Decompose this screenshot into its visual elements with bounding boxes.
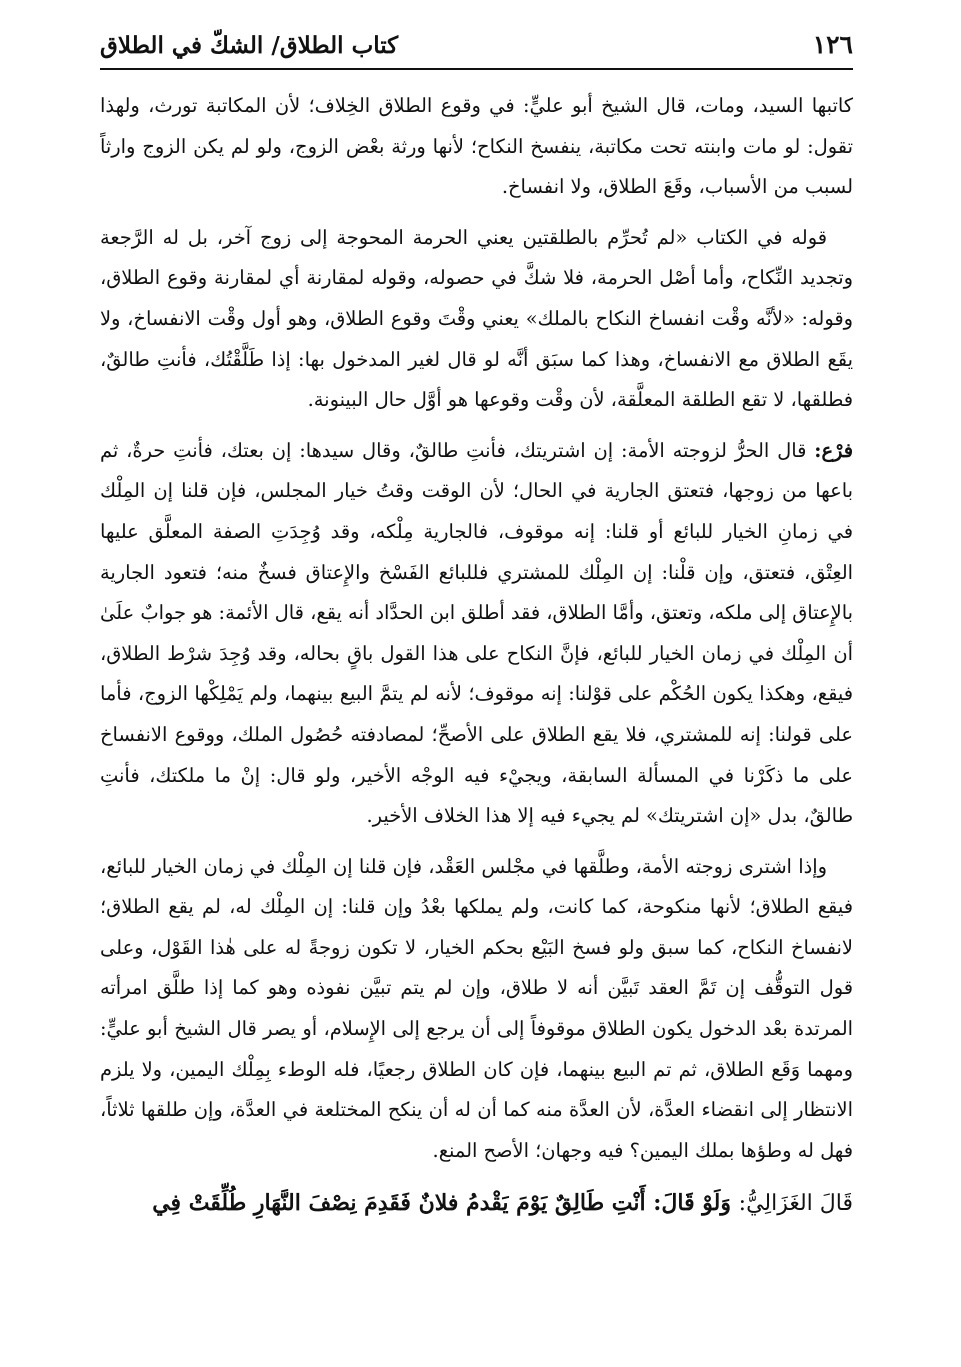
paragraph-1 — [100, 86, 853, 208]
running-header — [100, 30, 853, 70]
running-title: كتاب الطلاق/ الشكّ في الطلاق — [100, 32, 399, 60]
paragraph-text: قال الحرُّ لزوجته الأمة: إن اشتريتك، فأنتِ طالقٌ، وقال سيدها: إن بعتك، فأنتِ حرةٌ، ثم باعها من زوجها، فتعتق الجارية في الحال؛ لأن الوقت وقتُ خيار المجلس، فإن قلنا إن المِلْك في زمانِ الخيار للبائع أو قلنا: إنه موقوف، فالجارية مِلْكه، وقد وُجِدَتِ الصفة المعلَّق عليها العِتْق، فتعتق، وإن قلْنا: إن المِلْك للمشتري فللبائع الفَسْخ والإِعتاق فسخٌ منه؛ فتعود الجارية بالإِعتاق إلى ملكه، وتعتق، وأمَّا الطلاق، فقد أطلق ابن الحدَّاد أنه يقع، قال الأئمة: هو جوابٌ علَىٰ أن المِلْك في زمان الخيار للبائع، فإنَّ النكاح على هذا القول باقٍ بحاله، وقد وُجِدَ شرْط الطلاق، فيقع، وهكذا يكون الحُكْم على قوْلنا: إنه موقوف؛ لأنه لم يتمَّ البيع بينهما، ولم يَمْلِكْها الزوج، فأما على قولنا: إنه للمشتري، فلا يقع الطلاق على الأصحِّ؛ لمصادفته حُصُول الملك، ووقوع الانفساخ على ما ذكَرْنا في المسألة السابقة، ويجيْء فيه الوجْه الأخير، ولو قال: إنْ ما ملكتك، فأنتِ طالقٌ، بدل «إن اشتريتك» لم يجيء فيه إلا هذا الخلاف الأخير. — [100, 438, 853, 828]
quote-text: وَلَوْ قَالَ: أَنْتِ طَالِقٌ يَوْمَ يَقْدمُ فلانٌ فَقَدِمَ نِصْفَ النَّهَارِ طُلِّقَتْ فِي — [152, 1190, 731, 1217]
page-number: ١٢٦ — [812, 30, 853, 59]
quote-speaker: قَالَ الغَزَالِيُّ: — [738, 1191, 853, 1217]
paragraph-4 — [100, 847, 853, 1172]
matn-quote — [100, 1181, 853, 1226]
paragraph-3 — [100, 431, 853, 837]
paragraph-text: وإذا اشترى زوجته الأمة، وطلَّقها في مجْلس العَقْد، فإن قلنا إن المِلْك في زمان الخيار للبائع، فيقع الطلاق؛ لأنها منكوحة، كما كانت، ولم يملكها بعْدُ وإن قلنا: إن المِلْك له، لم يقع الطلاق؛ لانفساخ النكاح، كما سبق ولو فسخ البَيْع بحكم الخيار، لا تكون زوجةً له على هٰذا القَوْل، وعلى قول التوقُّف إن تَمَّ العقد تَبيَّن أنه لا طلاق، وإن لم يتم تبيَّن نفوذه وهو كما إذا طلَّق امرأته المرتدة بعْد الدخول يكون الطلاق موقوفاً إلى أن يرجع إلى الإِسلام، أو يصر قال الشيخ أبو عليٍّ: ومهما وَقَع الطلاق، ثم تم البيع بينهما، فإن كان الطلاق رجعيًا، فله الوطء بِمِلْك اليمين، ولا يلزم الانتظار إلى انقضاء العدَّة، لأن العدَّة منه كما أن له أن ينكح المختلعة في العدَّة، وإن طلقها ثلاثاً، فهل له وطؤها بملك اليمين؟ فيه وجهان؛ الأصح المنع. — [100, 854, 853, 1162]
paragraph-lead: فرْع: — [814, 438, 853, 462]
paragraph-text: قوله في الكتاب «لم تُحرِّم بالطلقتين يعني الحرمة المحوجة إلى زوج آخر، بل له الرَّجعة وتجديد النِّكاح، وأما أصْل الحرمة، فلا شكَّ في حصوله، وقوله لمقارنة أي لمقارنة وقوع الطلاق، وقوله: «لأنَّه وقْت انفساخ النكاح بالملك» يعني وقْتَ وقوع الطلاق، وهو أول وقْت الانفساخ، ولا يقَع الطلاق مع الانفساخ، وهذا كما سبَق أنَّه لو قال لغير المدخول بها: إذا طَلَّقْتُك، فأنتِ طالقٌ، فطلقها، لا تقع الطلقة المعلَّقة، لأن وقْت وقوعها هو أوَّل حال البينونة. — [100, 225, 853, 412]
paragraph-text: كاتبها السيد، ومات، قال الشيخ أبو عليٍّ: في وقوع الطلاق الخِلاف؛ لأن المكاتبة تورث، ولهذا تقول: لو مات وابنته تحت مكاتبة، ينفسخ النكاح؛ لأنها ورثة بعْض الزوج، ولو لم يكن الزوج وارثاً لسبب من الأسباب، وقَعَ الطلاق، ولا انفساخ. — [100, 94, 853, 199]
paragraph-2 — [100, 218, 853, 421]
